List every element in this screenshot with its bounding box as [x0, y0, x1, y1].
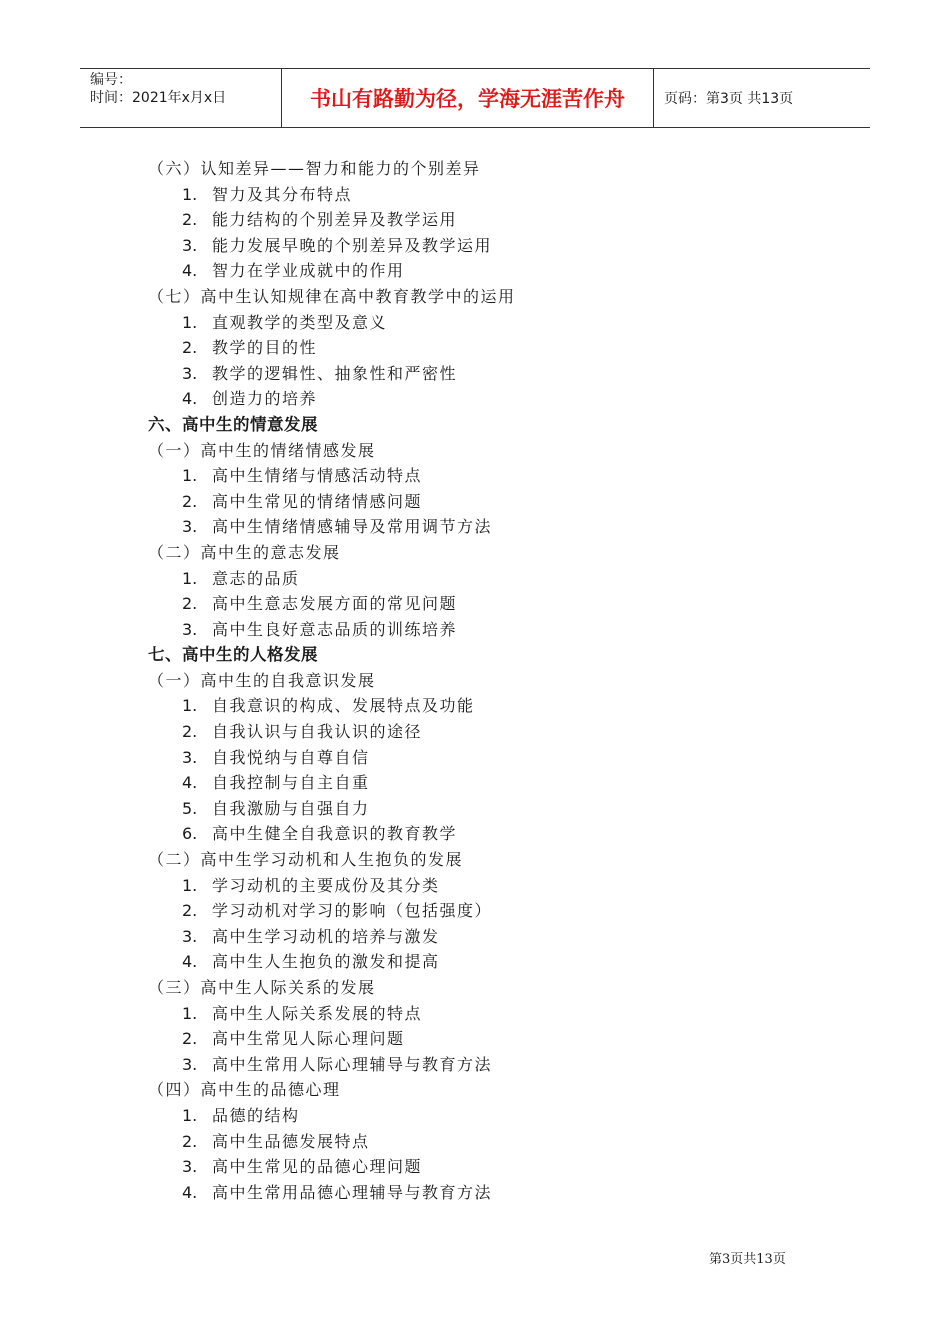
list-item-text: 自我激励与自强自力	[212, 798, 370, 818]
list-item	[148, 514, 868, 540]
list-item	[148, 489, 868, 515]
list-item	[148, 821, 868, 847]
list-item-text: 高中生常见的情绪情感问题	[212, 491, 423, 511]
section-heading: 六、高中生的情意发展	[148, 414, 318, 434]
list-item	[148, 258, 868, 284]
list-item-text: 高中生学习动机的培养与激发	[212, 926, 440, 946]
list-item-number: 4.	[182, 952, 198, 972]
list-item	[148, 361, 868, 387]
subsection-heading: （二）高中生学习动机和人生抱负的发展	[148, 850, 464, 870]
list-item	[148, 310, 868, 336]
list-item-text: 高中生情绪情感辅导及常用调节方法	[212, 517, 493, 537]
list-item-number: 3.	[182, 1054, 198, 1074]
header-time-label: 时间：2021年x月x日	[90, 90, 227, 106]
header-page-info: 页码：第3页 共13页	[664, 91, 794, 107]
list-item-text: 能力结构的个别差异及教学运用	[212, 210, 458, 230]
page-footer: 第3页共13页	[709, 1252, 786, 1267]
list-item-text: 学习动机的主要成份及其分类	[212, 875, 440, 895]
list-item	[148, 1129, 868, 1155]
list-item	[148, 745, 868, 771]
header-number-label: 编号：	[90, 72, 132, 88]
list-item-text: 教学的目的性	[212, 338, 318, 358]
list-item-number: 4.	[182, 261, 198, 281]
list-item	[148, 719, 868, 745]
list-item-number: 4.	[182, 1182, 198, 1202]
list-item	[148, 924, 868, 950]
list-item	[148, 463, 868, 489]
list-item	[148, 207, 868, 233]
list-item	[148, 1001, 868, 1027]
list-item	[148, 566, 868, 592]
list-item-text: 高中生人生抱负的激发和提高	[212, 952, 440, 972]
list-item-text: 创造力的培养	[212, 389, 318, 409]
list-item-text: 高中生常见的品德心理问题	[212, 1157, 423, 1177]
list-item-number: 2.	[182, 1029, 198, 1049]
list-item	[148, 1052, 868, 1078]
list-item-number: 2.	[182, 1131, 198, 1151]
list-item	[148, 233, 868, 259]
subsection-heading: （四）高中生的品德心理	[148, 1080, 341, 1100]
list-item-text: 直观教学的类型及意义	[212, 312, 388, 332]
list-item-number: 3.	[182, 235, 198, 255]
list-item-text: 高中生常见人际心理问题	[212, 1029, 405, 1049]
section-heading: 七、高中生的人格发展	[148, 645, 318, 665]
subsection-heading: （六）认知差异——智力和能力的个别差异	[148, 159, 481, 178]
list-item	[148, 1154, 868, 1180]
list-item	[148, 335, 868, 361]
list-item-text: 教学的逻辑性、抽象性和严密性	[212, 363, 458, 383]
list-item-number: 2.	[182, 210, 198, 230]
list-item-text: 高中生常用人际心理辅导与教育方法	[212, 1054, 493, 1074]
list-item-number: 5.	[182, 798, 198, 818]
list-item-number: 2.	[182, 338, 198, 358]
list-item-number: 1.	[182, 466, 198, 486]
list-item-text: 品德的结构	[212, 1105, 300, 1125]
list-item-number: 4.	[182, 773, 198, 793]
list-item-number: 1.	[182, 184, 198, 204]
subsection-heading: （一）高中生的情绪情感发展	[148, 440, 376, 460]
list-item	[148, 693, 868, 719]
list-item	[148, 617, 868, 643]
list-item-text: 意志的品质	[212, 568, 300, 588]
subsection-heading: （二）高中生的意志发展	[148, 542, 341, 562]
list-item-number: 3.	[182, 517, 198, 537]
list-item-number: 2.	[182, 594, 198, 614]
list-item-text: 高中生意志发展方面的常见问题	[212, 594, 458, 614]
list-item-number: 1.	[182, 1003, 198, 1023]
list-item-number: 1.	[182, 696, 198, 716]
list-item-number: 1.	[182, 568, 198, 588]
list-item-number: 4.	[182, 389, 198, 409]
list-item	[148, 898, 868, 924]
list-item-number: 1.	[182, 1105, 198, 1125]
list-item-text: 自我悦纳与自尊自信	[212, 747, 370, 767]
list-item	[148, 386, 868, 412]
list-item	[148, 949, 868, 975]
list-item-number: 2.	[182, 722, 198, 742]
list-item-number: 3.	[182, 1157, 198, 1177]
list-item	[148, 1103, 868, 1129]
list-item	[148, 1026, 868, 1052]
list-item-number: 3.	[182, 926, 198, 946]
list-item-number: 1.	[182, 875, 198, 895]
subsection-heading: （一）高中生的自我意识发展	[148, 670, 376, 690]
header-meta	[80, 69, 282, 127]
list-item	[148, 182, 868, 208]
list-item-text: 高中生人际关系发展的特点	[212, 1003, 423, 1023]
list-item-text: 学习动机对学习的影响（包括强度）	[212, 901, 493, 921]
page-header	[80, 68, 870, 128]
list-item-number: 2.	[182, 901, 198, 921]
list-item-text: 高中生常用品德心理辅导与教育方法	[212, 1182, 493, 1202]
list-item-text: 智力在学业成就中的作用	[212, 261, 405, 281]
subsection-heading: （七）高中生认知规律在高中教育教学中的运用	[148, 286, 516, 306]
list-item-text: 高中生品德发展特点	[212, 1131, 370, 1151]
list-item-text: 自我意识的构成、发展特点及功能	[212, 696, 475, 716]
list-item	[148, 770, 868, 796]
list-item-number: 3.	[182, 619, 198, 639]
list-item-number: 1.	[182, 312, 198, 332]
document-outline	[148, 156, 868, 1205]
subsection-heading: （三）高中生人际关系的发展	[148, 978, 376, 997]
list-item-text: 智力及其分布特点	[212, 184, 353, 204]
header-motto: 书山有路勤为径，学海无涯苦作舟	[282, 69, 654, 127]
list-item-text: 能力发展早晚的个别差异及教学运用	[212, 235, 493, 255]
list-item-number: 2.	[182, 491, 198, 511]
list-item-text: 自我控制与自主自重	[212, 773, 370, 793]
list-item-text: 高中生良好意志品质的训练培养	[212, 619, 458, 639]
list-item-text: 高中生情绪与情感活动特点	[212, 466, 423, 486]
list-item-number: 3.	[182, 747, 198, 767]
list-item-number: 3.	[182, 363, 198, 383]
list-item	[148, 796, 868, 822]
list-item	[148, 591, 868, 617]
list-item-text: 高中生健全自我意识的教育教学	[212, 824, 458, 844]
list-item-number: 6.	[182, 824, 198, 844]
list-item	[148, 1180, 868, 1206]
list-item	[148, 873, 868, 899]
list-item-text: 自我认识与自我认识的途径	[212, 722, 423, 742]
